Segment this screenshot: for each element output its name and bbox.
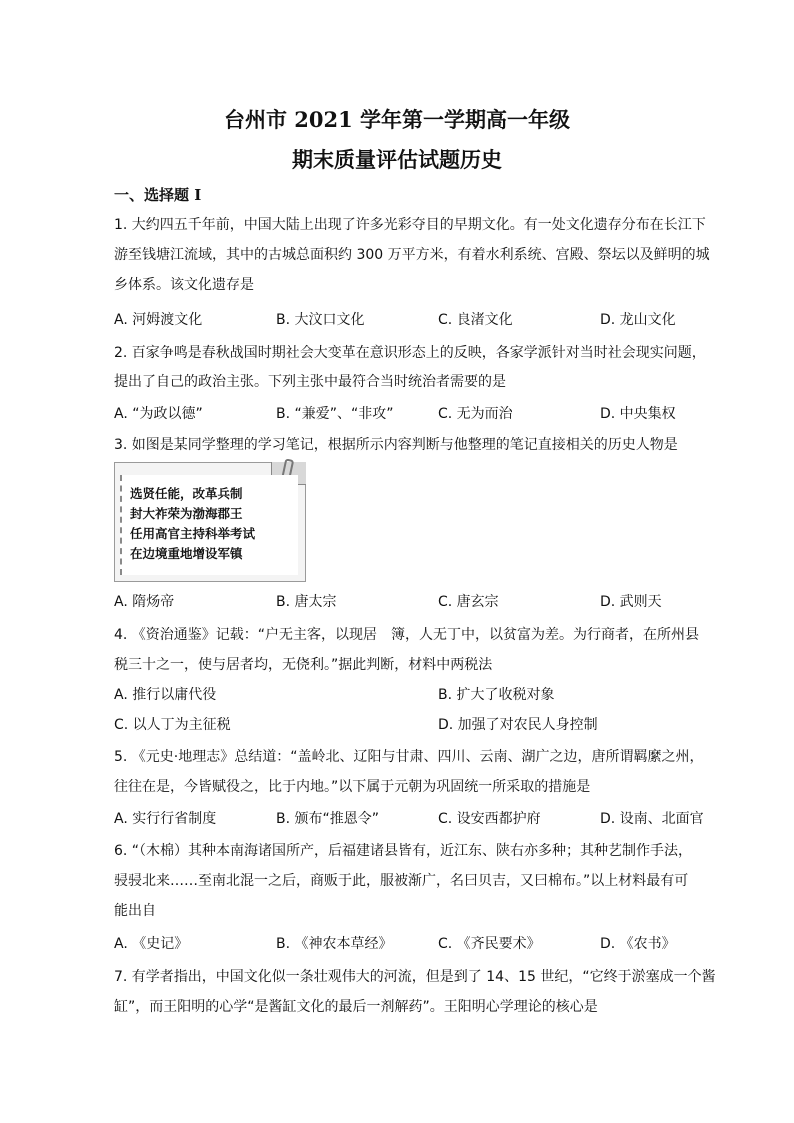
q6-stem-line3: 能出自: [114, 903, 156, 919]
q2-option-d: D. 中央集权: [600, 406, 676, 422]
q5-stem-line1: 5. 《元史·地理志》总结道：“盖岭北、辽阳与甘肃、四川、云南、湖广之边，唐所谓羁縻之州，: [114, 749, 704, 765]
q1-option-d: D. 龙山文化: [600, 312, 676, 328]
note-line-2: 封大祚荣为渤海郡王: [130, 506, 243, 521]
q3-option-d: D. 武则天: [600, 594, 662, 610]
q5-option-b: B. 颁布“推恩令”: [276, 811, 380, 827]
section-heading: 一、选择题 I: [114, 186, 202, 204]
q2-stem-line2: 提出了自己的政治主张。下列主张中最符合当时统治者需要的是: [114, 374, 506, 390]
q7-stem-line1: 7. 有学者指出，中国文化似一条壮观伟大的河流，但是到了 14、15 世纪，“它终于淤塞成一个酱: [114, 969, 716, 985]
q2-option-c: C. 无为而治: [438, 406, 513, 422]
q6-option-d: D. 《农书》: [600, 936, 676, 952]
exam-title-line2: 期末质量评估试题历史: [292, 147, 502, 172]
note-line-4: 在边境重地增设军镇: [130, 546, 243, 561]
q6-stem-line1: 6. “（木棉）其种本南海诸国所产，后福建诸县皆有，近江东、陕右亦多种；其种艺制作手法，: [114, 843, 693, 859]
note-paper: [120, 475, 298, 575]
q6-stem-line2: 骎骎北来……至南北混一之后，商贩于此，服被渐广，名曰贝吉，又曰棉布。”以上材料最有可: [114, 873, 689, 889]
note-line-3: 任用高官主持科举考试: [130, 526, 256, 541]
q5-option-d: D. 设南、北面官: [600, 811, 704, 827]
q4-option-b: B. 扩大了收税对象: [438, 687, 555, 703]
exam-title-line1: 台州市 2021 学年第一学期高一年级: [223, 107, 571, 132]
q6-option-b: B. 《神农本草经》: [276, 936, 393, 952]
q1-option-c: C. 良渚文化: [438, 312, 513, 328]
q2-option-b: B. “兼爱”、“非攻”: [276, 406, 394, 422]
q3-option-a: A. 隋炀帝: [114, 594, 175, 610]
q6-option-c: C. 《齐民要术》: [438, 936, 541, 952]
q1-stem-line3: 乡体系。该文化遗存是: [114, 277, 254, 293]
q1-option-b: B. 大汶口文化: [276, 312, 365, 328]
q2-stem-line1: 2. 百家争鸣是春秋战国时期社会大变革在意识形态上的反映，各家学派针对当时社会现实问题，: [114, 345, 706, 361]
note-line-1: 选贤任能，改革兵制: [130, 486, 243, 501]
q6-option-a: A. 《史记》: [114, 936, 189, 952]
q4-stem-line1: 4. 《资治通鉴》记载：“户无主客，以现居 簿，人无丁中，以贫富为差。为行商者，在所州县: [114, 627, 700, 643]
q3-option-b: B. 唐太宗: [276, 594, 337, 610]
q5-option-c: C. 设安西都护府: [438, 811, 541, 827]
q1-stem-line1: 1. 大约四五千年前，中国大陆上出现了许多光彩夺目的早期文化。有一处文化遗存分布在长江下: [114, 217, 706, 233]
q4-option-d: D. 加强了对农民人身控制: [438, 717, 598, 733]
q5-stem-line2: 往往在是，今皆赋役之，比于内地。”以下属于元朝为巩固统一所采取的措施是: [114, 779, 591, 795]
q4-stem-line2: 税三十之一，使与居者均，无侥利。”据此判断，材料中两税法: [114, 657, 493, 673]
q7-stem-line2: 缸”，而王阳明的心学“是酱缸文化的最后一剂解药”。王阳明心学理论的核心是: [114, 999, 598, 1015]
q3-stem-line1: 3. 如图是某同学整理的学习笔记，根据所示内容判断与他整理的笔记直接相关的历史人物是: [114, 437, 678, 453]
q1-option-a: A. 河姆渡文化: [114, 312, 203, 328]
q3-option-c: C. 唐玄宗: [438, 594, 499, 610]
q4-option-a: A. 推行以庸代役: [114, 687, 217, 703]
q1-stem-line2: 游至钱塘江流域，其中的古城总面积约 300 万平方米，有着水利系统、宫殿、祭坛以及鲜明的城: [114, 247, 710, 263]
q2-option-a: A. “为政以德”: [114, 406, 203, 422]
q5-option-a: A. 实行行省制度: [114, 811, 217, 827]
study-note-image: [114, 462, 306, 582]
q4-option-c: C. 以人丁为主征税: [114, 717, 231, 733]
